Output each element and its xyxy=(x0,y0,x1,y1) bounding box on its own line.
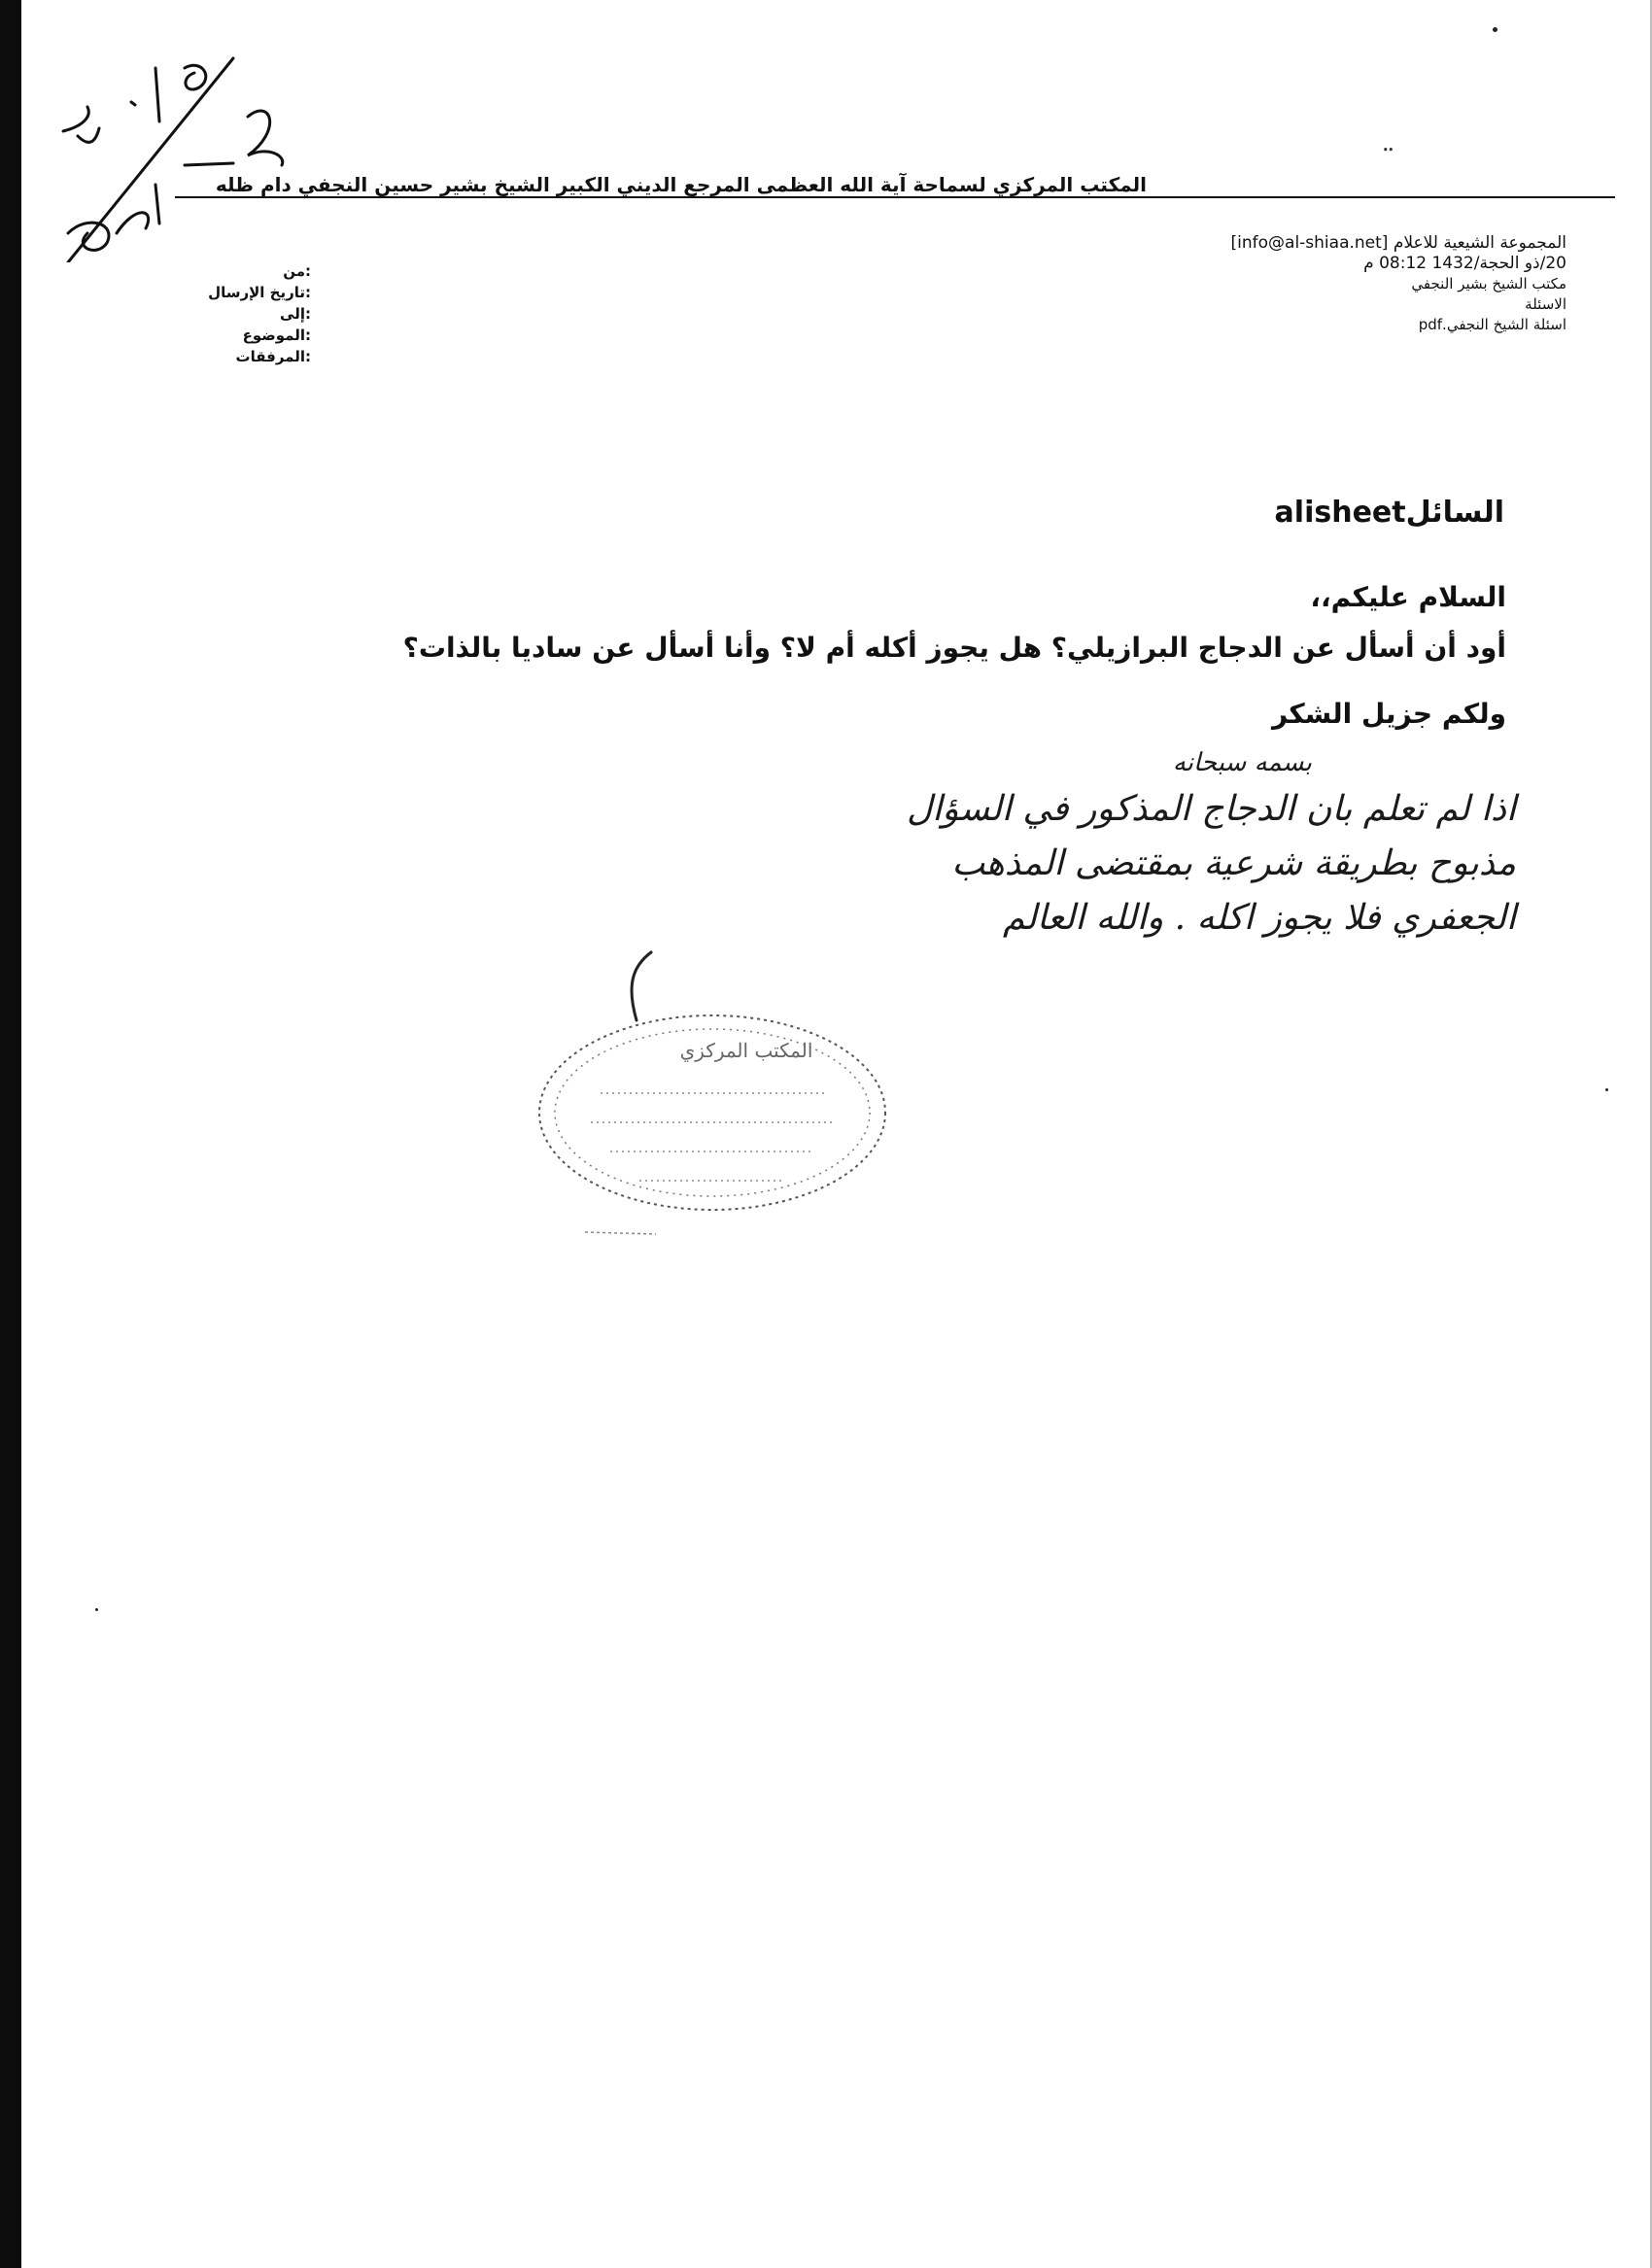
answer-line-2: مذبوح بطريقة شرعية بمقتضى المذهب xyxy=(951,843,1516,883)
meta-label-from: :من xyxy=(283,262,311,280)
sender-line: السائلalisheet xyxy=(1274,496,1504,530)
meta-value-subject: الاسئلة xyxy=(1525,295,1566,313)
scan-speck xyxy=(1605,1088,1608,1091)
question: أود أن أسأل عن الدجاج البرازيلي؟ هل يجوز أكله أم لا؟ وأنا أسأل عن ساديا بالذات؟ xyxy=(402,632,1506,664)
email-meta-labels xyxy=(155,260,311,367)
meta-value-from: المجموعة الشيعية للاعلام [info@al-shiaa.net] xyxy=(1230,233,1566,253)
meta-label-sent: :تاريخ الإرسال xyxy=(208,284,311,301)
meta-label-to: :إلى xyxy=(280,305,311,323)
scan-left-edge xyxy=(0,0,21,2268)
handwritten-connector xyxy=(598,777,1550,1030)
meta-label-attachments: :المرفقات xyxy=(235,348,311,365)
stamp-smudge xyxy=(583,1222,661,1242)
letterhead-title: المكتب المركزي لسماحة آية الله العظمى المرجع الديني الكبير الشيخ بشير حسين النجفي دام ظله xyxy=(215,173,1147,196)
email-meta-values xyxy=(875,233,1566,335)
office-stamp xyxy=(533,1001,892,1224)
meta-label-subject: :الموضوع xyxy=(242,326,311,344)
stamp-text: المكتب المركزي xyxy=(679,1039,813,1062)
answer-line-3: الجعفري فلا يجوز اكله . والله العالم xyxy=(1002,898,1516,938)
thanks: ولكم جزيل الشكر xyxy=(1271,698,1506,730)
meta-value-sent: 20/ذو الحجة/1432 08:12 م xyxy=(1363,254,1566,273)
greeting: السلام عليكم،، xyxy=(1310,581,1506,613)
meta-value-to: مكتب الشيخ بشير النجفي xyxy=(1411,275,1566,292)
letterhead-rule xyxy=(175,196,1615,198)
answer-line-1: اذا لم تعلم بان الدجاج المذكور في السؤال xyxy=(907,789,1516,829)
answer-opening: بسمه سبحانه xyxy=(1172,748,1312,777)
meta-value-attachments: اسئلة الشيخ النجفي.pdf xyxy=(1418,316,1566,333)
handwritten-date xyxy=(39,39,292,262)
scan-speck xyxy=(1493,27,1497,32)
corner-mark: ꞏꞏ xyxy=(1383,140,1394,160)
scan-speck xyxy=(95,1608,98,1611)
